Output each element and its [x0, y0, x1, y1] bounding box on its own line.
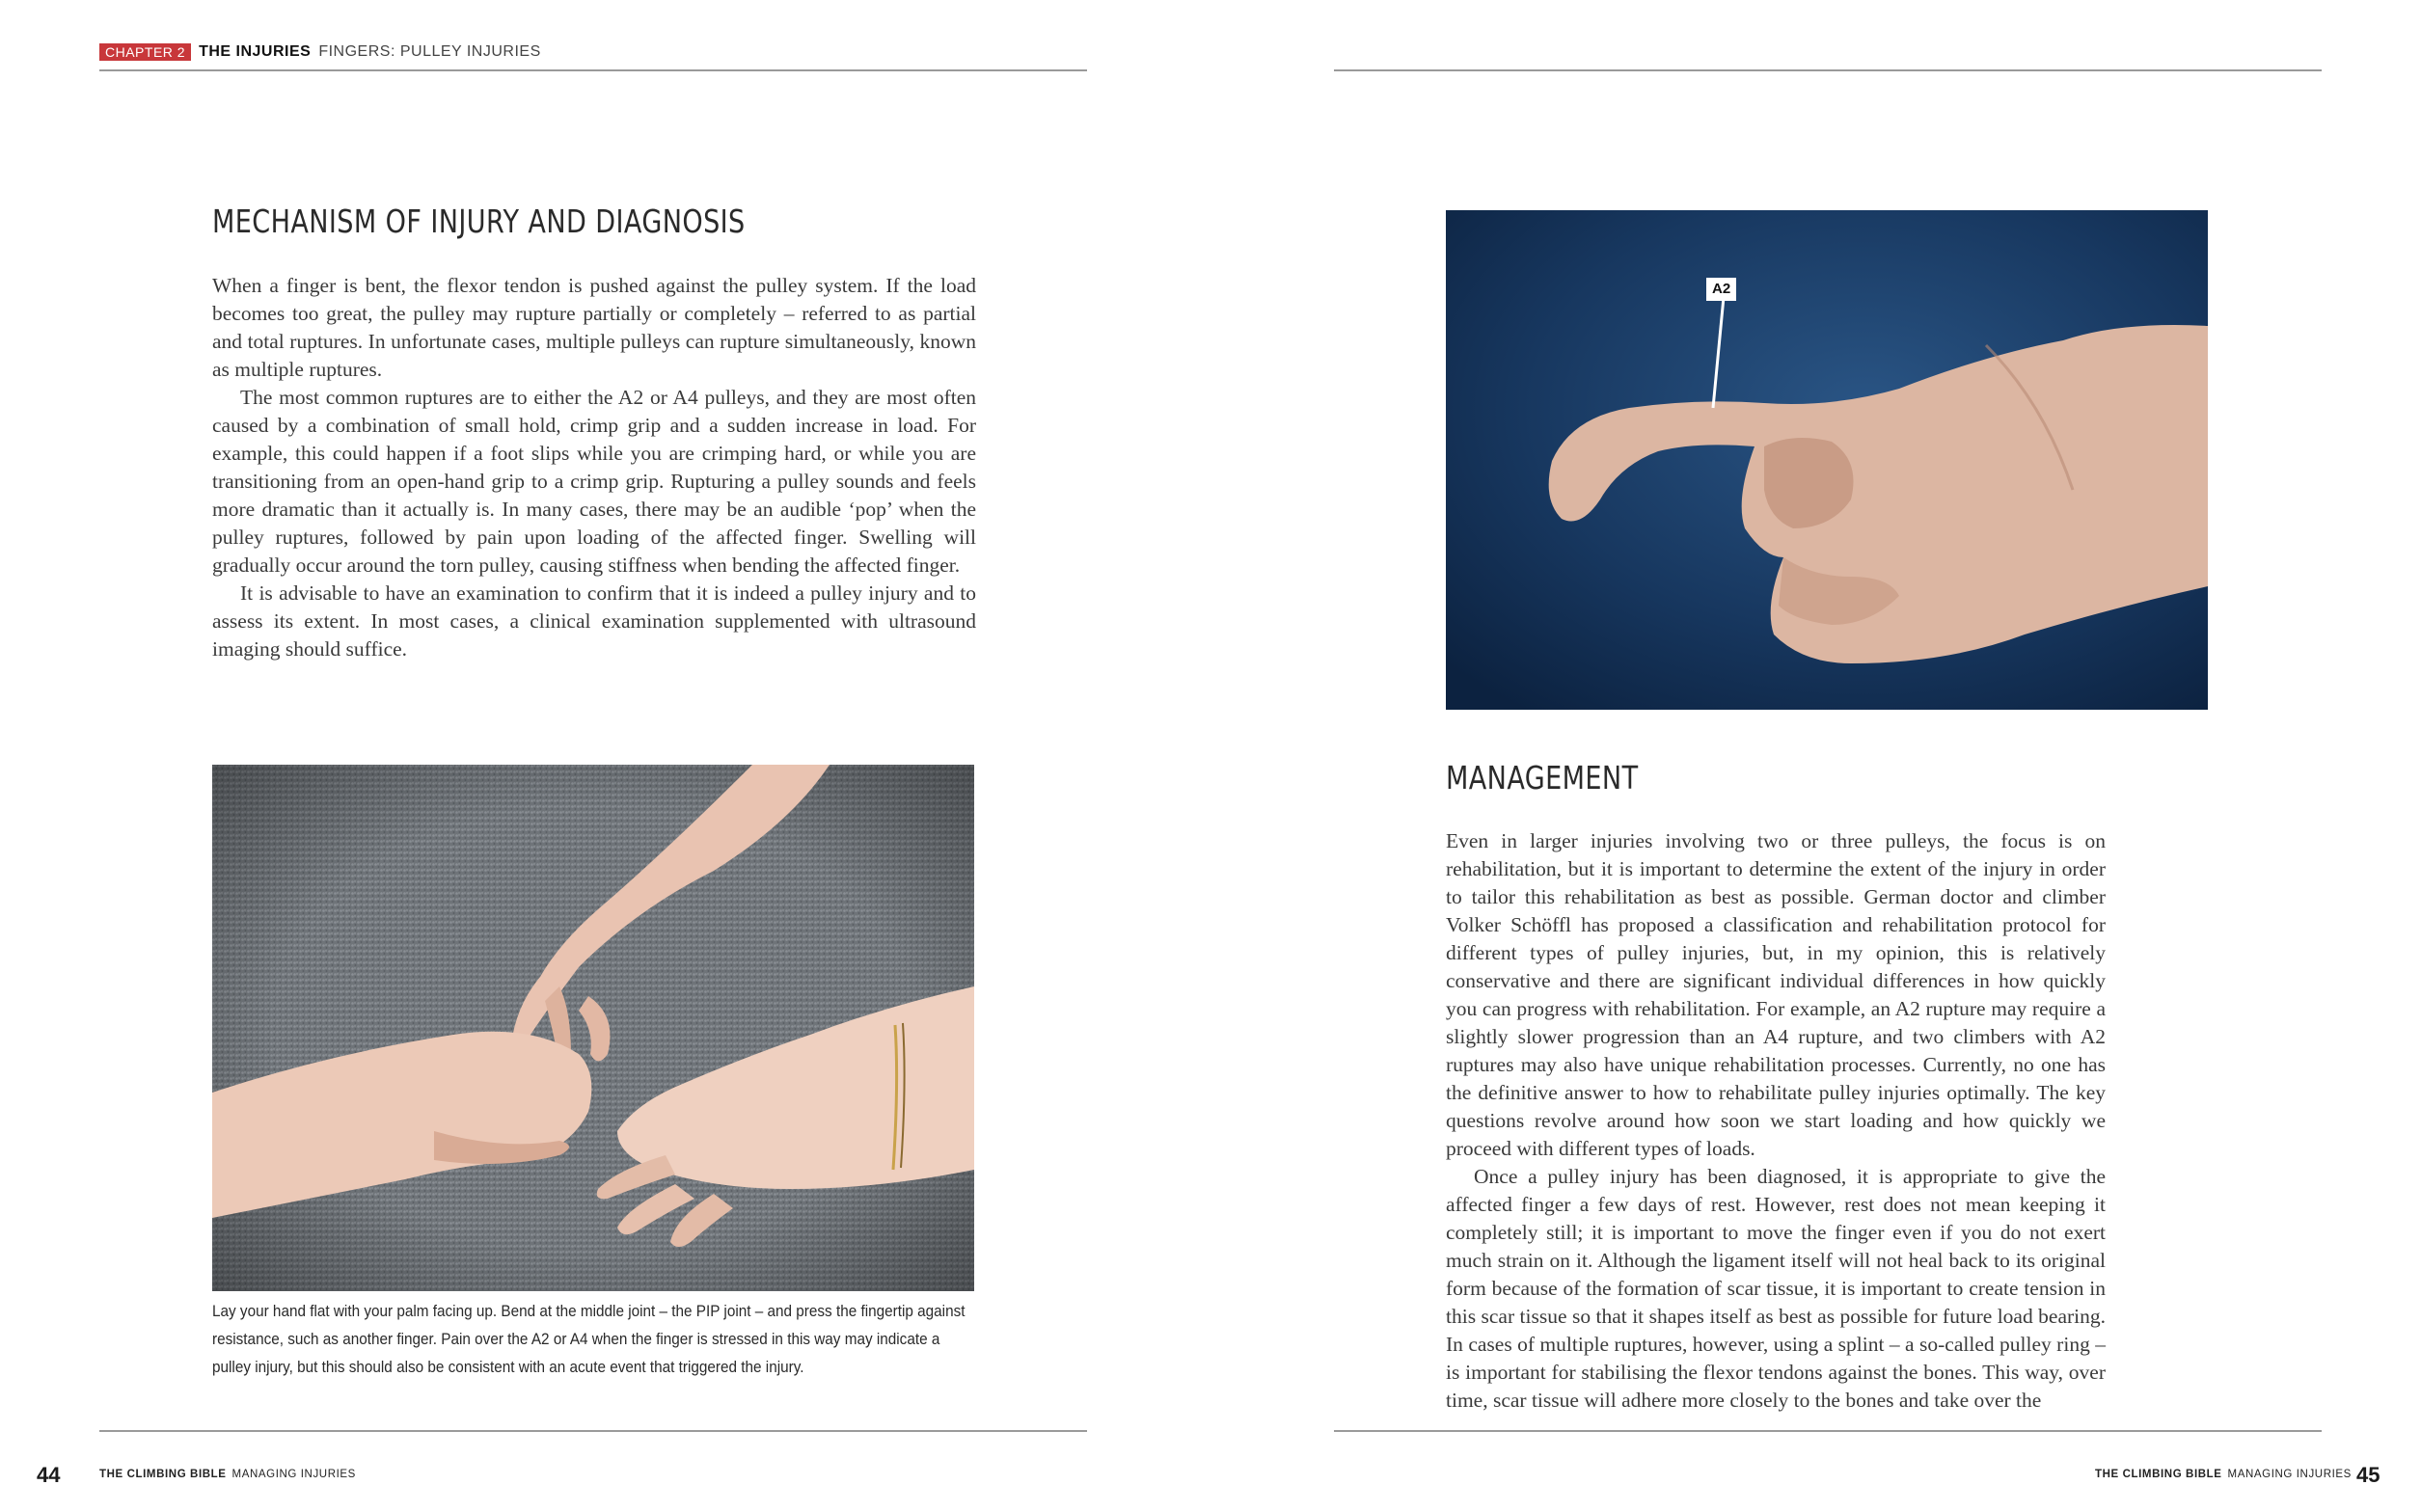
heading-mechanism: MECHANISM OF INJURY AND DIAGNOSIS	[212, 202, 746, 240]
photo-crimped-finger	[1446, 210, 2208, 710]
top-rule	[1334, 69, 2322, 71]
paragraph: Even in larger injuries involving two or three pulleys, the focus is on rehabilitation, but it is important to determine the extent of the injury in order to tailor this rehabilitation as best as possible. German doctor and climber Volker Schöffl has proposed a classification and rehabilitation protocol for different types of pulley injuries, but, in my opinion, this is relatively conservative and there are significant individual differences in how quickly you can progress with rehabilitation. For example, an A2 rupture may require a slightly slower progression than an A4 rupture, and two climbers with A2 ruptures may also have unique rehabilitation processes. Currently, no one has the definitive answer to how to rehabilitate pulley injuries optimally. The key questions revolve around how soon we start loading and how quickly we proceed with different types of loads.	[1446, 829, 2106, 1160]
bottom-rule	[1334, 1430, 2322, 1432]
footer-book-title: THE CLIMBING BIBLE	[99, 1469, 227, 1480]
running-head-subsection: FINGERS: PULLEY INJURIES	[318, 43, 541, 60]
photo-finger-test	[212, 765, 974, 1291]
right-page	[1210, 0, 2421, 1512]
paragraph: Once a pulley injury has been diagnosed, it is appropriate to give the affected finger a few days of rest. However, rest does not mean keeping it completely still; it is important to move the finger even if you do not exert much strain on it. Although the ligament itself will not heal back to its original form because of the formation of scar tissue, it is important to create tension in this scar tissue so that it shapes itself as best as possible for future load bearing. In cases of multiple ruptures, however, using a splint – a so-called pulley ring – is important for stabilising the flexor tendons against the bones. This way, over time, scar tissue will adhere more closely to the bones and take over the	[1446, 1165, 2106, 1412]
a2-label: A2	[1706, 278, 1736, 301]
footer-title	[2095, 1469, 2352, 1480]
footer-part-title: MANAGING INJURIES	[2227, 1469, 2352, 1480]
paragraph: When a finger is bent, the flexor tendon is pushed against the pulley system. If the load becomes too great, the pulley may rupture partially or completely – referred to as partial and total ruptures. In unfortunate cases, multiple pulleys can rupture simultaneously, known as multiple ruptures.	[212, 274, 976, 381]
footer-title	[99, 1469, 356, 1480]
chapter-badge: CHAPTER 2	[99, 43, 191, 61]
paragraph: It is advisable to have an examination to confirm that it is indeed a pulley injury and to assess its extent. In most cases, a clinical examination supplemented with ultrasound imaging should suffice.	[212, 581, 976, 661]
page-number: 45	[2356, 1463, 2380, 1487]
page-number: 44	[37, 1463, 61, 1487]
left-page	[0, 0, 1210, 1512]
bottom-rule	[99, 1430, 1087, 1432]
running-head-section: THE INJURIES	[199, 43, 312, 60]
body-text-left	[212, 272, 976, 663]
footer-book-title: THE CLIMBING BIBLE	[2095, 1469, 2222, 1480]
photo-a2-pulley	[1446, 210, 2208, 710]
top-rule	[99, 69, 1087, 71]
photo-caption: Lay your hand flat with your palm facing up. Bend at the middle joint – the PIP joint – and press the fingertip against resistance, such as another finger. Pain over the A2 or A4 when the finger is stressed in this way may indicate a pulley injury, but this should also be consistent with an acute event that triggered the injury.	[212, 1302, 966, 1376]
paragraph: The most common ruptures are to either the A2 or A4 pulleys, and they are most often caused by a combination of small hold, crimp grip and a sudden increase in load. For example, this could happen if a foot slips while you are crimping hard, or while you are transitioning from an open-hand grip to a crimp grip. Rupturing a pulley sounds and feels more dramatic than it actually is. In many cases, there may be an audible ‘pop’ when the pulley ruptures, followed by pain upon loading of the affected finger. Swelling will gradually occur around the torn pulley, causing stiffness when bending the affected finger.	[212, 386, 976, 577]
heading-management: MANAGEMENT	[1446, 759, 1639, 796]
running-head	[99, 43, 541, 61]
photo-hands-on-carpet	[212, 765, 974, 1291]
body-text-right	[1446, 827, 2106, 1415]
footer-part-title: MANAGING INJURIES	[231, 1469, 356, 1480]
